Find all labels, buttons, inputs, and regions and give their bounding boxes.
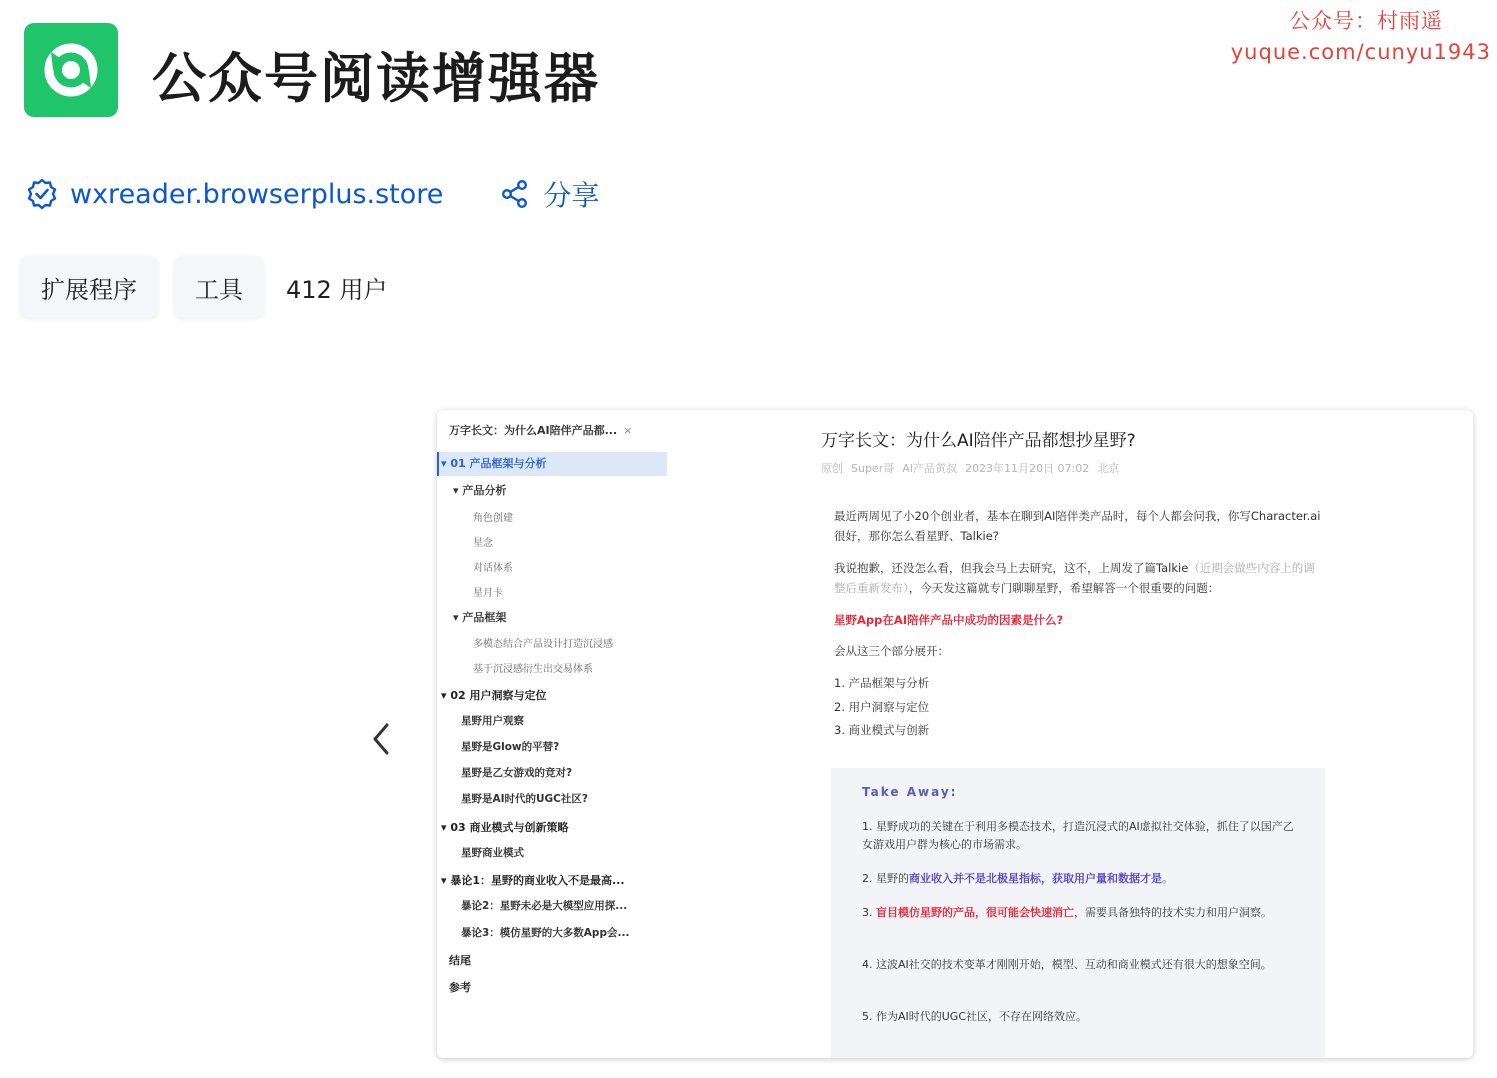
toc-item[interactable]: ▾ 产品框架	[453, 611, 507, 624]
tag-row	[20, 256, 387, 318]
paragraph-text: 我说抱歉，还没怎么看，但我会马上去研究，这不，上周发了篇Talkie	[834, 561, 1189, 575]
takeaway-item: 1. 星野成功的关键在于利用多模态技术，打造沉浸式的AI虚拟社交体验，抓住了以国产乙女游戏用户群为核心的市场需求。	[862, 820, 1294, 851]
toc-item[interactable]: 角色创建	[473, 513, 513, 524]
outline-item: 1. 产品框架与分析	[834, 676, 930, 690]
toc-item[interactable]: 星念	[473, 538, 493, 549]
publisher-row	[26, 176, 599, 212]
toc-header	[449, 422, 659, 438]
takeaway-highlight: 商业收入并不是北极星指标，获取用户量和数据才是	[909, 872, 1162, 885]
toc-item[interactable]: ▾ 暴论1：星野的商业收入不是最高...	[441, 874, 625, 887]
toc-item[interactable]: 星野用户观察	[461, 715, 524, 727]
toc-title: 万字长文：为什么AI陪伴产品都...	[449, 424, 618, 437]
chip-type[interactable]: 扩展程序	[20, 256, 158, 318]
meta-location: 北京	[1097, 462, 1120, 475]
paragraph-note: （近期会做些内容上的调整后重新发布）	[834, 561, 1315, 595]
toc-item[interactable]: 星野是Glow的平替?	[461, 741, 560, 753]
toc-item[interactable]: 结尾	[449, 954, 471, 967]
outline-item: 2. 用户洞察与定位	[834, 699, 930, 714]
takeaway-highlight: 盲目模仿星野的产品，很可能会快速消亡	[876, 906, 1074, 919]
takeaway-text: ，需要具备独特的技术实力和用户洞察。	[1074, 906, 1272, 919]
share-button[interactable]	[501, 174, 599, 214]
user-count: 412 用户	[286, 275, 388, 304]
toc-item[interactable]: ▾ 产品分析	[453, 484, 507, 497]
toc-item[interactable]: ▾ 03 商业模式与创新策略	[441, 821, 569, 834]
meta-author: Super哥	[851, 462, 895, 475]
toc-item[interactable]: 星野是乙女游戏的竞对?	[461, 767, 573, 779]
toc-item[interactable]: 暴论3：模仿星野的大多数App会...	[461, 927, 630, 939]
toc-item[interactable]: 基于沉浸感衍生出交易体系	[473, 664, 593, 675]
takeaway-item	[862, 904, 1302, 922]
chip-category[interactable]: 工具	[174, 256, 264, 318]
toc-item[interactable]: 星月卡	[473, 588, 503, 599]
chevron-left-icon[interactable]	[362, 714, 402, 764]
close-icon[interactable]: ×	[623, 424, 633, 437]
toc-item[interactable]: 暴论2：星野未必是大模型应用探...	[461, 900, 628, 912]
article-panel	[821, 410, 1441, 1058]
takeaway-text: 。	[1162, 872, 1173, 885]
watermark-url: yuque.com/cunyu1943	[1230, 40, 1491, 64]
takeaway-text: 2. 星野的	[862, 872, 909, 885]
takeaway-box	[831, 768, 1325, 1058]
toc-item[interactable]: 星野商业模式	[461, 847, 524, 859]
meta-original: 原创	[821, 462, 843, 475]
takeaway-item	[862, 870, 1302, 888]
takeaway-item: 4. 这波AI社交的技术变革才刚刚开始，模型、互动和商业模式还有很大的想象空间。	[862, 958, 1272, 971]
watermark	[1231, 6, 1491, 68]
publisher-link[interactable]	[26, 178, 443, 210]
takeaway-text: 3.	[862, 906, 876, 919]
toc-panel	[437, 410, 667, 1058]
meta-date: 2023年11月20日 07:02	[965, 462, 1090, 475]
app-logo-icon	[24, 23, 118, 117]
takeaway-title: Take Away:	[862, 785, 958, 799]
toc-item[interactable]: ▾ 02 用户洞察与定位	[441, 689, 547, 702]
app-title: 公众号阅读增强器	[152, 47, 600, 110]
paragraph	[834, 558, 1324, 598]
toc-item[interactable]: 参考	[449, 981, 471, 994]
verified-badge-icon	[26, 178, 58, 210]
publisher-site: wxreader.browserplus.store	[70, 178, 444, 210]
paragraph: 会从这三个部分展开：	[834, 644, 949, 658]
article-title: 万字长文：为什么AI陪伴产品都想抄星野?	[821, 431, 1136, 451]
outline-list	[834, 672, 1324, 743]
takeaway-item: 5. 作为AI时代的UGC社区，不存在网络效应。	[862, 1010, 1088, 1023]
toc-item[interactable]: 对话体系	[473, 563, 513, 574]
share-label: 分享	[543, 179, 600, 212]
toc-item[interactable]: ▾ 01 产品框架与分析	[437, 452, 667, 476]
outline-item: 3. 商业模式与创新	[834, 723, 930, 737]
meta-account[interactable]: AI产品黄叔	[902, 462, 958, 475]
watermark-account: 公众号：村雨遥	[1289, 9, 1443, 33]
toc-item[interactable]: 星野是AI时代的UGC社区?	[461, 793, 588, 805]
paragraph: 最近两周见了小20个创业者，基本在聊到AI陪伴类产品时，每个人都会问我，你写Character.ai很好，那你怎么看星野、Talkie?	[834, 509, 1321, 543]
article-meta	[821, 460, 1127, 476]
paragraph-text: ，今天发这篇就专门聊聊星野，希望解答一个很重要的问题：	[908, 581, 1220, 595]
share-icon	[501, 179, 529, 209]
toc-item[interactable]: 多模态结合产品设计打造沉浸感	[473, 639, 613, 650]
screenshot-preview[interactable]	[437, 410, 1473, 1058]
key-question: 星野App在AI陪伴产品中成功的因素是什么?	[834, 613, 1064, 627]
